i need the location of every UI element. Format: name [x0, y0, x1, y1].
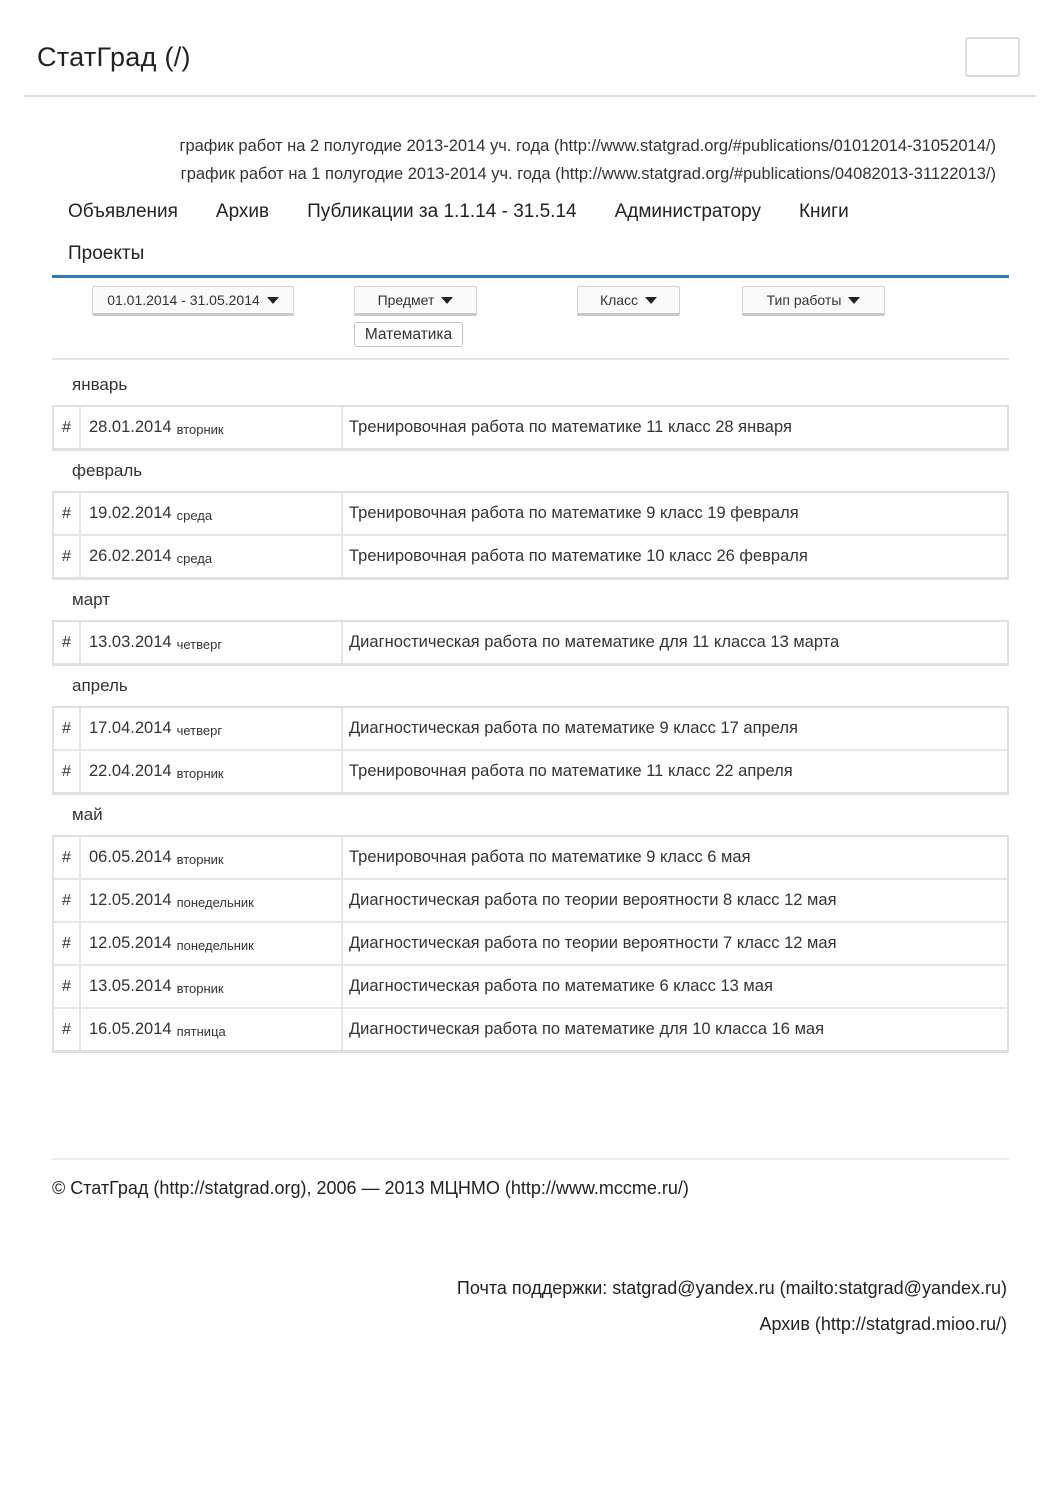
table-row[interactable] — [54, 880, 1007, 923]
brand-link[interactable]: СтатГрад (/) — [37, 42, 191, 72]
table-row[interactable] — [54, 493, 1007, 536]
row-title[interactable]: Тренировочная работа по математике 11 класс 28 января — [349, 418, 792, 436]
date-range-dropdown[interactable] — [92, 286, 294, 316]
row-anchor[interactable]: # — [54, 923, 81, 964]
row-date: 13.05.2014 — [89, 977, 172, 995]
row-weekday: вторник — [176, 851, 224, 867]
row-title[interactable]: Тренировочная работа по математике 9 класс 19 февраля — [349, 504, 799, 522]
row-anchor[interactable]: # — [54, 751, 81, 792]
filter-divider — [52, 358, 1009, 360]
row-date: 26.02.2014 — [89, 547, 172, 565]
row-date: 16.05.2014 — [89, 1020, 172, 1038]
row-date: 17.04.2014 — [89, 719, 172, 737]
row-anchor[interactable]: # — [54, 966, 81, 1007]
nav-item-announcements[interactable]: Объявления — [68, 201, 178, 222]
table-row[interactable] — [54, 966, 1007, 1009]
row-date: 06.05.2014 — [89, 848, 172, 866]
row-weekday: четверг — [176, 636, 223, 652]
nav-underline — [52, 275, 1009, 278]
row-date-cell — [81, 708, 343, 749]
table-row[interactable] — [54, 622, 1007, 663]
row-date-cell — [81, 1009, 343, 1050]
caret-down-icon — [441, 297, 453, 304]
row-date: 28.01.2014 — [89, 418, 172, 436]
row-date: 12.05.2014 — [89, 891, 172, 909]
row-title[interactable]: Диагностическая работа по теории вероятности 8 класс 12 мая — [349, 891, 837, 909]
table-row[interactable] — [54, 407, 1007, 448]
row-weekday: понедельник — [176, 894, 254, 910]
nav-item-archive[interactable]: Архив — [215, 201, 270, 222]
row-weekday: четверг — [176, 722, 223, 738]
footer-copyright[interactable]: © СтатГрад (http://statgrad.org), 2006 — 2013 МЦНМО (http://www.mccme.ru/) — [52, 1178, 689, 1198]
month-heading: апрель — [72, 676, 128, 695]
row-title[interactable]: Тренировочная работа по математике 9 класс 6 мая — [349, 848, 751, 866]
month-group — [52, 620, 1009, 666]
row-title[interactable]: Диагностическая работа по математике для 10 класса 16 мая — [349, 1020, 825, 1038]
row-anchor[interactable]: # — [54, 536, 81, 577]
month-heading: февраль — [72, 461, 143, 480]
caret-down-icon — [645, 297, 657, 304]
month-heading: май — [72, 805, 103, 824]
month-group — [52, 835, 1009, 1053]
grade-label: Класс — [599, 292, 639, 308]
row-weekday: пятница — [176, 1023, 226, 1039]
row-weekday: среда — [176, 507, 213, 523]
row-date-cell — [81, 751, 343, 792]
publications-list — [52, 365, 1009, 1053]
table-row[interactable] — [54, 1009, 1007, 1050]
row-date-cell — [81, 493, 343, 534]
row-weekday: среда — [176, 550, 213, 566]
footer-divider — [52, 1158, 1009, 1160]
row-date-cell — [81, 837, 343, 878]
filter-chip-math[interactable]: Математика — [354, 322, 463, 347]
row-title[interactable]: Диагностическая работа по математике 6 класс 13 мая — [349, 977, 773, 995]
table-row[interactable] — [54, 536, 1007, 577]
month-heading: март — [72, 590, 111, 609]
subject-dropdown[interactable] — [354, 286, 477, 316]
work-type-label: Тип работы — [766, 292, 842, 308]
table-row[interactable] — [54, 708, 1007, 751]
month-group — [52, 491, 1009, 580]
schedule-links — [179, 132, 996, 188]
schedule-link-h2[interactable]: график работ на 2 полугодие 2013-2014 уч. года (http://www.statgrad.org/#publications/01012014-31052014/) — [179, 137, 996, 155]
row-anchor[interactable]: # — [54, 493, 81, 534]
month-heading: январь — [72, 375, 128, 394]
row-date-cell — [81, 923, 343, 964]
table-row[interactable] — [54, 751, 1007, 792]
row-date-cell — [81, 622, 343, 663]
row-title[interactable]: Диагностическая работа по математике 9 класс 17 апреля — [349, 719, 798, 737]
footer-support — [457, 1270, 1007, 1342]
archive-link[interactable]: Архив (http://statgrad.mioo.ru/) — [759, 1314, 1007, 1334]
row-anchor[interactable]: # — [54, 1009, 81, 1050]
row-weekday: понедельник — [176, 937, 254, 953]
date-range-label: 01.01.2014 - 31.05.2014 — [107, 292, 260, 308]
row-date-cell — [81, 880, 343, 921]
row-title[interactable]: Тренировочная работа по математике 10 класс 26 февраля — [349, 547, 808, 565]
support-email-link[interactable]: Почта поддержки: statgrad@yandex.ru (mailto:statgrad@yandex.ru) — [456, 1278, 1007, 1298]
row-date-cell — [81, 407, 343, 448]
row-title[interactable]: Тренировочная работа по математике 11 класс 22 апреля — [349, 762, 793, 780]
row-weekday: вторник — [176, 765, 224, 781]
subject-label: Предмет — [377, 292, 435, 308]
table-row[interactable] — [54, 837, 1007, 880]
row-date: 12.05.2014 — [89, 934, 172, 952]
row-anchor[interactable]: # — [54, 407, 81, 448]
row-title[interactable]: Диагностическая работа по теории вероятности 7 класс 12 мая — [349, 934, 837, 952]
work-type-dropdown[interactable] — [742, 286, 885, 316]
table-row[interactable] — [54, 923, 1007, 966]
row-date: 13.03.2014 — [89, 633, 172, 651]
row-title[interactable]: Диагностическая работа по математике для 11 класса 13 марта — [349, 633, 840, 651]
row-weekday: вторник — [176, 980, 224, 996]
row-anchor[interactable]: # — [54, 708, 81, 749]
caret-down-icon — [848, 297, 860, 304]
month-group — [52, 706, 1009, 795]
month-group — [52, 405, 1009, 451]
row-date: 19.02.2014 — [89, 504, 172, 522]
nav-item-projects[interactable]: Проекты — [68, 243, 145, 264]
schedule-link-h1[interactable]: график работ на 1 полугодие 2013-2014 уч. года (http://www.statgrad.org/#publications/04082013-31122013/) — [180, 165, 996, 183]
caret-down-icon — [267, 297, 279, 304]
row-anchor[interactable]: # — [54, 837, 81, 878]
site-header — [24, 0, 1036, 97]
nav-item-books[interactable]: Книги — [798, 201, 849, 222]
row-date: 22.04.2014 — [89, 762, 172, 780]
menu-toggle-button[interactable] — [965, 37, 1020, 77]
row-weekday: вторник — [176, 421, 224, 437]
row-date-cell — [81, 966, 343, 1007]
grade-dropdown[interactable] — [577, 286, 680, 316]
nav-item-admin[interactable]: Администратору — [614, 201, 761, 222]
row-anchor[interactable]: # — [54, 880, 81, 921]
row-anchor[interactable]: # — [54, 622, 81, 663]
row-date-cell — [81, 536, 343, 577]
main-nav — [68, 199, 1008, 267]
nav-item-publications[interactable]: Публикации за 1.1.14 - 31.5.14 — [307, 201, 577, 222]
